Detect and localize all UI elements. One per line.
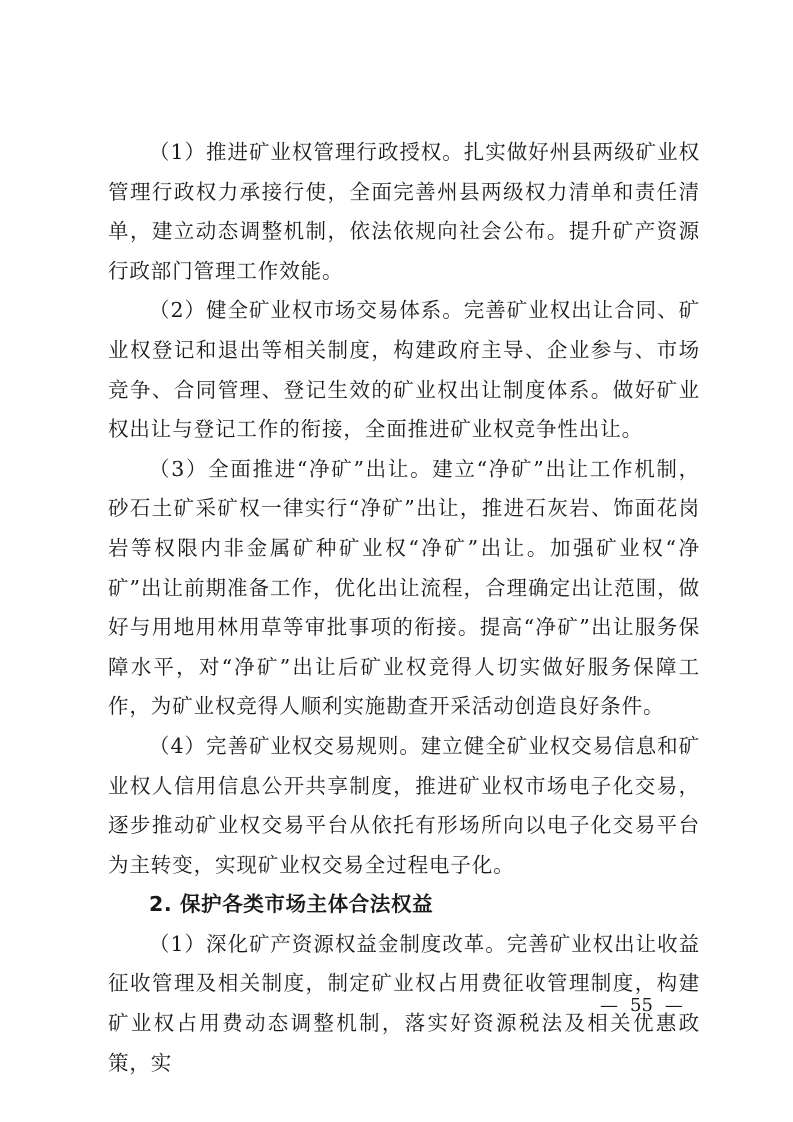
footer-dash-left: — <box>600 995 618 1016</box>
paragraph-1: （1）推进矿业权管理行政授权。扎实做好州县两级矿业权管理行政权力承接行使，全面完善州县两级权力清单和责任清单，建立动态调整机制，依法依规向社会公布。提升矿产资源行政部门管理工作效能。 <box>108 140 700 283</box>
paragraph-4: （4）完善矿业权交易规则。建立健全矿业权交易信息和矿业权人信用信息公开共享制度，推进矿业权市场电子化交易，逐步推动矿业权交易平台从依托有形场所向以电子化交易平台为主转变，实现矿业权交易全过程电子化。 <box>108 733 700 877</box>
page-number: 55 <box>630 995 653 1016</box>
section-heading: 2. 保护各类市场主体合法权益 <box>149 892 434 917</box>
document-body <box>108 133 700 1083</box>
footer-dash-right: — <box>664 995 683 1016</box>
paragraph-2: （2）健全矿业权市场交易体系。完善矿业权出让合同、矿业权登记和退出等相关制度，构建政府主导、企业参与、市场竞争、合同管理、登记生效的矿业权出让制度体系。做好矿业权出让与登记工作的衔接，全面推进矿业权竞争性出让。 <box>108 298 700 442</box>
page-footer <box>596 991 687 1021</box>
paragraph-3: （3）全面推进“净矿”出让。建立“净矿”出让工作机制，砂石土矿采矿权一律实行“净矿”出让，推进石灰岩、饰面花岗岩等权限内非金属矿种矿业权“净矿”出让。加强矿业权“净矿”出让前期准备工作，优化出让流程，合理确定出让范围，做好与用地用林用草等审批事项的衔接。提高“净矿”出让服务保障水平，对“净矿”出让后矿业权竞得人切实做好服务保障工作，为矿业权竞得人顺利实施勘查开采活动创造良好条件。 <box>108 456 700 719</box>
paragraph-5: （1）深化矿产资源权益金制度改革。完善矿业权出让收益征收管理及相关制度，制定矿业权占用费征收管理制度，构建矿业权占用费动态调整机制，落实好资源税法及相关优惠政策，实 <box>108 931 700 1075</box>
